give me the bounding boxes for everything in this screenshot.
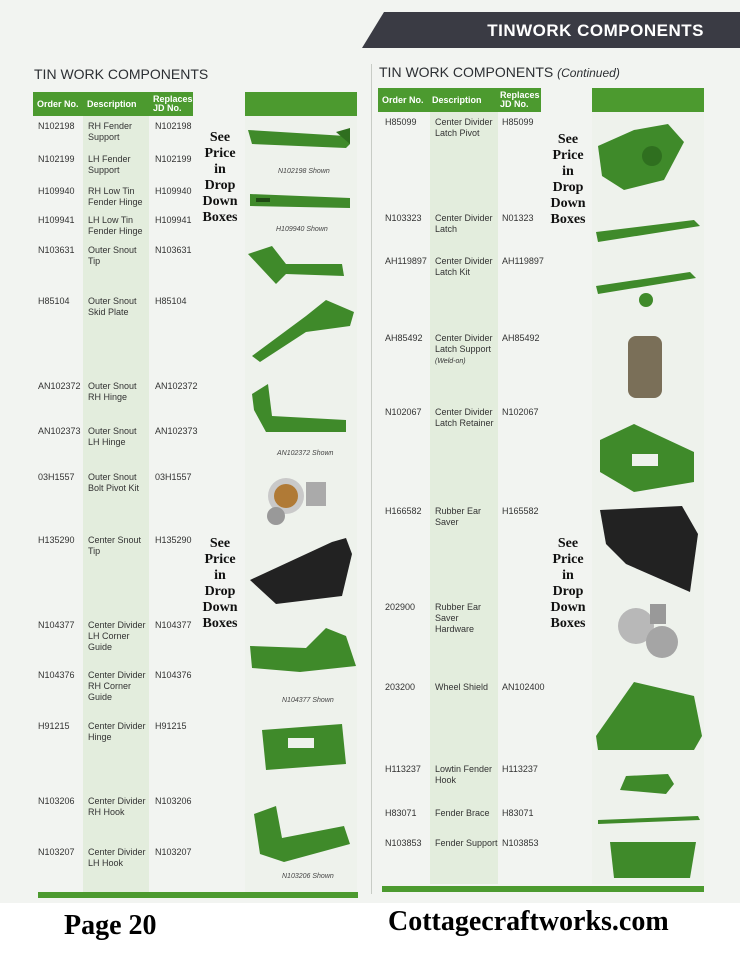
order-number: H109941 (38, 215, 75, 225)
center-snout-tip-image (246, 534, 356, 606)
order-number: N103631 (38, 245, 75, 255)
latch-kit-image (594, 262, 704, 312)
right-table-header (378, 88, 541, 112)
part-description: Center Divider RH Corner Guide (88, 670, 146, 702)
see-price-word: Down (550, 600, 586, 615)
part-description: Center Divider LH Corner Guide (88, 620, 146, 652)
part-description: RH Fender Support (88, 121, 133, 142)
part-description: Center Snout Tip (88, 535, 142, 556)
order-number: H166582 (385, 506, 422, 516)
order-number: H135290 (38, 535, 75, 545)
header-replaces: Replaces JD No. (500, 90, 540, 109)
latch-pivot-image (594, 116, 704, 200)
replaces-jd-number: AH85492 (502, 333, 540, 343)
see-price-word: Price (552, 148, 584, 163)
part-description: Center Divider Latch Pivot (435, 117, 493, 138)
wheel-shield-image (594, 676, 704, 756)
replaces-jd-number: H91215 (155, 721, 187, 731)
replaces-jd-number: H135290 (155, 535, 192, 545)
header-replaces: Replaces JD No. (153, 94, 193, 113)
corner-guide-image (246, 622, 356, 696)
see-price-word: in (562, 568, 574, 583)
order-number: N102198 (38, 121, 75, 131)
latch-retainer-image (594, 412, 704, 496)
part-description: Fender Brace (435, 808, 490, 818)
part-description: Outer Snout Bolt Pivot Kit (88, 472, 140, 493)
part-description: Center Divider Latch Kit (435, 256, 493, 277)
skid-plate-image (246, 296, 356, 366)
left-section-title: TIN WORK COMPONENTS (34, 66, 209, 82)
replaces-jd-number: H83071 (502, 808, 534, 818)
part-description: Rubber Ear Saver Hardware (435, 602, 482, 634)
part-description: Outer Snout RH Hinge (88, 381, 137, 402)
see-price-word: See (209, 130, 231, 145)
part-description: RH Low Tin Fender Hinge (88, 186, 143, 207)
part-description: LH Fender Support (88, 154, 131, 175)
right-see-price-2 (543, 536, 593, 632)
order-number: AN102372 (38, 381, 81, 391)
outer-snout-tip-image (246, 244, 356, 290)
left-table-header (33, 92, 193, 116)
see-price-word: Price (552, 552, 584, 567)
see-price-word: Drop (204, 178, 236, 193)
bolt-pivot-kit-image (256, 466, 346, 530)
left-see-price-2 (195, 536, 245, 632)
see-price-word: in (562, 164, 574, 179)
order-number: AH119897 (385, 256, 427, 266)
low-tin-hinge-image (246, 184, 356, 224)
ear-saver-hardware-image (610, 598, 690, 668)
part-description: Center Divider Latch Retainer (435, 407, 494, 428)
see-price-word: in (214, 568, 226, 583)
caption-n102198: N102198 Shown (278, 168, 330, 175)
left-see-price-1 (195, 130, 245, 226)
see-price-word: Drop (552, 180, 584, 195)
replaces-jd-number: AN102400 (502, 682, 545, 692)
order-number: N104377 (38, 620, 75, 630)
column-divider (371, 64, 372, 894)
part-description: Lowtin Fender Hook (435, 764, 493, 785)
order-number: AN102373 (38, 426, 81, 436)
see-price-word: Down (202, 194, 238, 209)
order-number: 202900 (385, 602, 416, 612)
header-order-no: Order No. (37, 99, 79, 109)
replaces-jd-number: H85099 (502, 117, 534, 127)
order-number: H85104 (38, 296, 70, 306)
replaces-jd-number: N103206 (155, 796, 192, 806)
part-description: Outer Snout LH Hinge (88, 426, 137, 447)
replaces-jd-number: 03H1557 (155, 472, 192, 482)
replaces-jd-number: N103853 (502, 838, 539, 848)
order-number: N103206 (38, 796, 75, 806)
see-price-word: Price (204, 552, 236, 567)
caption-an102372: AN102372 Shown (277, 450, 334, 457)
replaces-jd-number: N103631 (155, 245, 192, 255)
see-price-word: See (209, 536, 231, 551)
order-number: H83071 (385, 808, 417, 818)
website-label: Cottagecraftworks.com (388, 906, 669, 937)
order-number: AH85492 (385, 333, 423, 343)
see-price-word: Drop (552, 584, 584, 599)
replaces-jd-number: N102067 (502, 407, 539, 417)
right-section-title: TIN WORK COMPONENTS (Continued) (379, 64, 620, 80)
replaces-jd-number: N102199 (155, 154, 192, 164)
replaces-jd-number: H109940 (155, 186, 192, 196)
part-description: Center Divider LH Hook (88, 847, 146, 868)
fender-support-image (606, 836, 700, 886)
see-price-word: Boxes (202, 616, 238, 631)
order-number: 203200 (385, 682, 416, 692)
part-description: Center Divider Latch Support (Weld-on) (435, 333, 493, 365)
see-price-word: Boxes (550, 616, 586, 631)
part-description: Fender Support (435, 838, 498, 848)
replaces-jd-number: H113237 (502, 764, 538, 774)
order-number: H113237 (385, 764, 421, 774)
order-number: N104376 (38, 670, 75, 680)
replaces-jd-number: N104376 (155, 670, 192, 680)
replaces-jd-number: AN102373 (155, 426, 198, 436)
replaces-jd-number: H85104 (155, 296, 187, 306)
outer-snout-hinge-image (246, 380, 356, 450)
order-number: H109940 (38, 186, 75, 196)
order-number: 03H1557 (38, 472, 75, 482)
see-price-word: Drop (204, 584, 236, 599)
banner-title: TINWORK COMPONENTS (487, 21, 704, 40)
order-number: H91215 (38, 721, 70, 731)
left-bottom-bar (38, 892, 358, 898)
part-note: (Weld-on) (435, 358, 466, 365)
order-number: N102067 (385, 407, 422, 417)
part-description: Center Divider RH Hook (88, 796, 146, 817)
part-description: Outer Snout Tip (88, 245, 137, 266)
header-description: Description (432, 95, 482, 105)
header-description: Description (87, 99, 137, 109)
see-price-word: Down (550, 196, 586, 211)
see-price-word: See (557, 536, 579, 551)
latch-support-image (620, 330, 680, 402)
left-image-header (245, 92, 357, 116)
replaces-jd-number: N104377 (155, 620, 192, 630)
replaces-jd-number: N103207 (155, 847, 192, 857)
latch-image (594, 212, 704, 248)
right-image-header (592, 88, 704, 112)
rubber-ear-saver-image (596, 504, 702, 594)
replaces-jd-number: H165582 (502, 506, 539, 516)
right-bottom-bar (382, 886, 704, 892)
see-price-word: Boxes (550, 212, 586, 227)
page-number: Page 20 (64, 910, 157, 941)
fender-hook-image (616, 760, 696, 800)
caption-n104377: N104377 Shown (282, 697, 334, 704)
order-number: N103853 (385, 838, 422, 848)
replaces-jd-number: AN102372 (155, 381, 198, 391)
replaces-jd-number: H109941 (155, 215, 192, 225)
see-price-word: in (214, 162, 226, 177)
part-description: Center Divider Hinge (88, 721, 146, 742)
order-number: N103323 (385, 213, 422, 223)
part-description: Wheel Shield (435, 682, 489, 692)
order-number: H85099 (385, 117, 417, 127)
caption-n103206: N103206 Shown (282, 873, 334, 880)
order-number: N103207 (38, 847, 75, 857)
replaces-jd-number: N102198 (155, 121, 192, 131)
see-price-word: Boxes (202, 210, 238, 225)
see-price-word: See (557, 132, 579, 147)
replaces-jd-number: N01323 (502, 213, 534, 223)
see-price-word: Price (204, 146, 236, 161)
replaces-jd-number: AH119897 (502, 256, 544, 266)
section-banner (384, 12, 740, 48)
part-description: Outer Snout Skid Plate (88, 296, 137, 317)
see-price-word: Down (202, 600, 238, 615)
divider-hook-image (250, 800, 354, 870)
caption-h109940: H109940 Shown (276, 226, 328, 233)
header-order-no: Order No. (382, 95, 424, 105)
part-description: Center Divider Latch (435, 213, 493, 234)
part-description: Rubber Ear Saver (435, 506, 482, 527)
fender-brace-image (594, 810, 704, 830)
order-number: N102199 (38, 154, 75, 164)
part-description: LH Low Tin Fender Hinge (88, 215, 143, 236)
center-divider-hinge-image (256, 720, 352, 780)
right-see-price-1 (543, 132, 593, 228)
